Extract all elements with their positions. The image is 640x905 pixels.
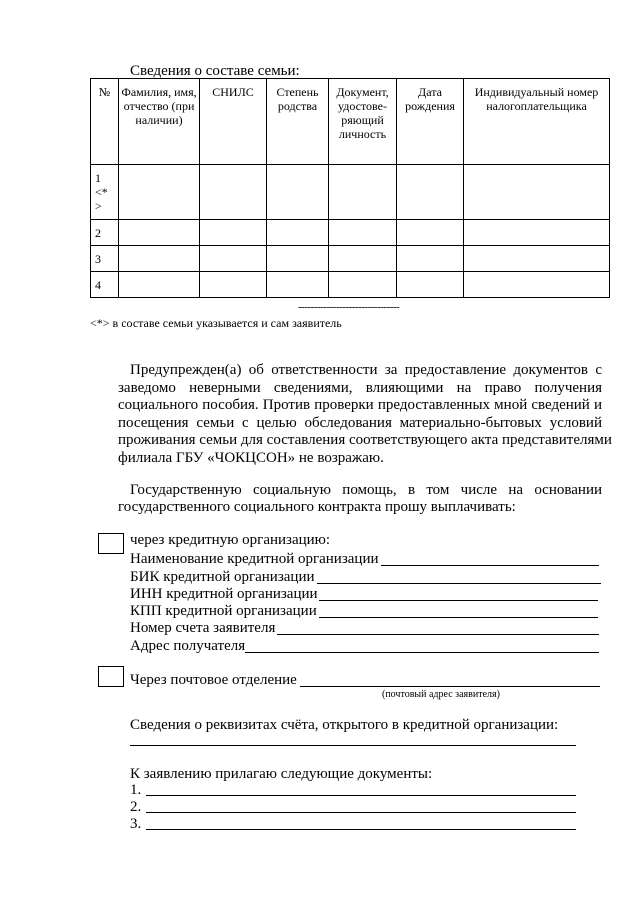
table-cell[interactable] (329, 246, 397, 272)
table-cell[interactable] (397, 272, 464, 298)
row-number: 2 (91, 220, 119, 246)
table-cell[interactable] (267, 246, 329, 272)
column-header-full-name: Фамилия, имя, отчество (при наличии) (119, 79, 200, 165)
table-cell[interactable] (119, 165, 200, 220)
table-cell[interactable] (200, 272, 267, 298)
table-cell[interactable] (200, 165, 267, 220)
table-cell[interactable] (267, 165, 329, 220)
table-cell[interactable] (119, 220, 200, 246)
bank-bik-label: БИК кредитной организации (130, 569, 315, 585)
warning-line: заведомо неверными сведениями, влияющими на право получения (118, 380, 602, 396)
bank-inn-field[interactable] (319, 600, 598, 601)
table-cell[interactable] (397, 220, 464, 246)
document-field[interactable] (146, 795, 576, 796)
documents-label: К заявлению прилагаю следующие документы: (130, 766, 433, 782)
table-cell[interactable] (200, 246, 267, 272)
column-header-snils: СНИЛС (200, 79, 267, 165)
table-cell[interactable] (397, 165, 464, 220)
account-details-label: Сведения о реквизитах счёта, открытого в кредитной организации: (130, 717, 559, 733)
account-number-label: Номер счета заявителя (130, 620, 276, 636)
document-field[interactable] (146, 829, 576, 830)
family-table (90, 78, 610, 298)
table-header-row (91, 79, 610, 165)
bank-kpp-field[interactable] (319, 617, 598, 618)
warning-line: социального пособия. Против проверки предоставленных мной сведений и (118, 397, 602, 413)
document-number: 1. (130, 782, 142, 798)
table-row (91, 272, 610, 298)
column-header-id-document: Документ, удостове-ряющий личность (329, 79, 397, 165)
bank-bik-field[interactable] (317, 583, 601, 584)
payment-line: Государственную социальную помощь, в том числе на основании (130, 482, 602, 498)
account-number-field[interactable] (277, 634, 599, 635)
table-row (91, 246, 610, 272)
bank-name-field[interactable] (381, 565, 599, 566)
family-section-title: Сведения о составе семьи: (130, 63, 300, 79)
warning-line: Предупрежден(а) об ответственности за предоставление документов с (130, 362, 602, 378)
table-cell[interactable] (329, 220, 397, 246)
column-header-relation: Степень родства (267, 79, 329, 165)
warning-line: проживания семьи для составления соответствующего акта представителями (118, 432, 612, 448)
table-cell[interactable] (397, 246, 464, 272)
footnote: <*> в составе семьи указывается и сам заявитель (90, 316, 342, 330)
document-number: 2. (130, 799, 142, 815)
payment-line: государственного социального контракта прошу выплачивать: (118, 499, 516, 515)
post-option-checkbox[interactable] (98, 666, 124, 687)
footnote-separator: -------------------------------- (298, 301, 400, 313)
table-cell[interactable] (464, 272, 610, 298)
table-cell[interactable] (119, 272, 200, 298)
post-option-label: Через почтовое отделение (130, 672, 297, 688)
table-cell[interactable] (329, 165, 397, 220)
bank-inn-label: ИНН кредитной организации (130, 586, 318, 602)
table-cell[interactable] (267, 220, 329, 246)
row-number: 1 <* > (91, 165, 119, 220)
column-header-birth-date: Дата рождения (397, 79, 464, 165)
postal-address-field[interactable] (300, 686, 600, 687)
table-row (91, 165, 610, 220)
table-cell[interactable] (464, 165, 610, 220)
document-field[interactable] (146, 812, 576, 813)
postal-address-hint: (почтовый адрес заявителя) (382, 689, 500, 700)
bank-kpp-label: КПП кредитной организации (130, 603, 317, 619)
bank-option-label: через кредитную организацию: (130, 532, 331, 548)
table-cell[interactable] (464, 246, 610, 272)
table-row (91, 220, 610, 246)
recipient-address-field[interactable] (245, 652, 599, 653)
table-cell[interactable] (267, 272, 329, 298)
table-cell[interactable] (464, 220, 610, 246)
column-header-number: № (91, 79, 119, 165)
table-cell[interactable] (200, 220, 267, 246)
bank-option-checkbox[interactable] (98, 533, 124, 554)
row-number: 4 (91, 272, 119, 298)
account-details-field[interactable] (130, 745, 576, 746)
column-header-inn: Индивидуальный номер налогоплательщика (464, 79, 610, 165)
table-cell[interactable] (329, 272, 397, 298)
warning-line: посещения семьи с целью обследования материально-бытовых условий (118, 415, 602, 431)
recipient-address-label: Адрес получателя (130, 638, 246, 654)
warning-line: филиала ГБУ «ЧОКЦСОН» не возражаю. (118, 450, 384, 466)
document-number: 3. (130, 816, 142, 832)
table-cell[interactable] (119, 246, 200, 272)
row-number: 3 (91, 246, 119, 272)
bank-name-label: Наименование кредитной организации (130, 551, 379, 567)
